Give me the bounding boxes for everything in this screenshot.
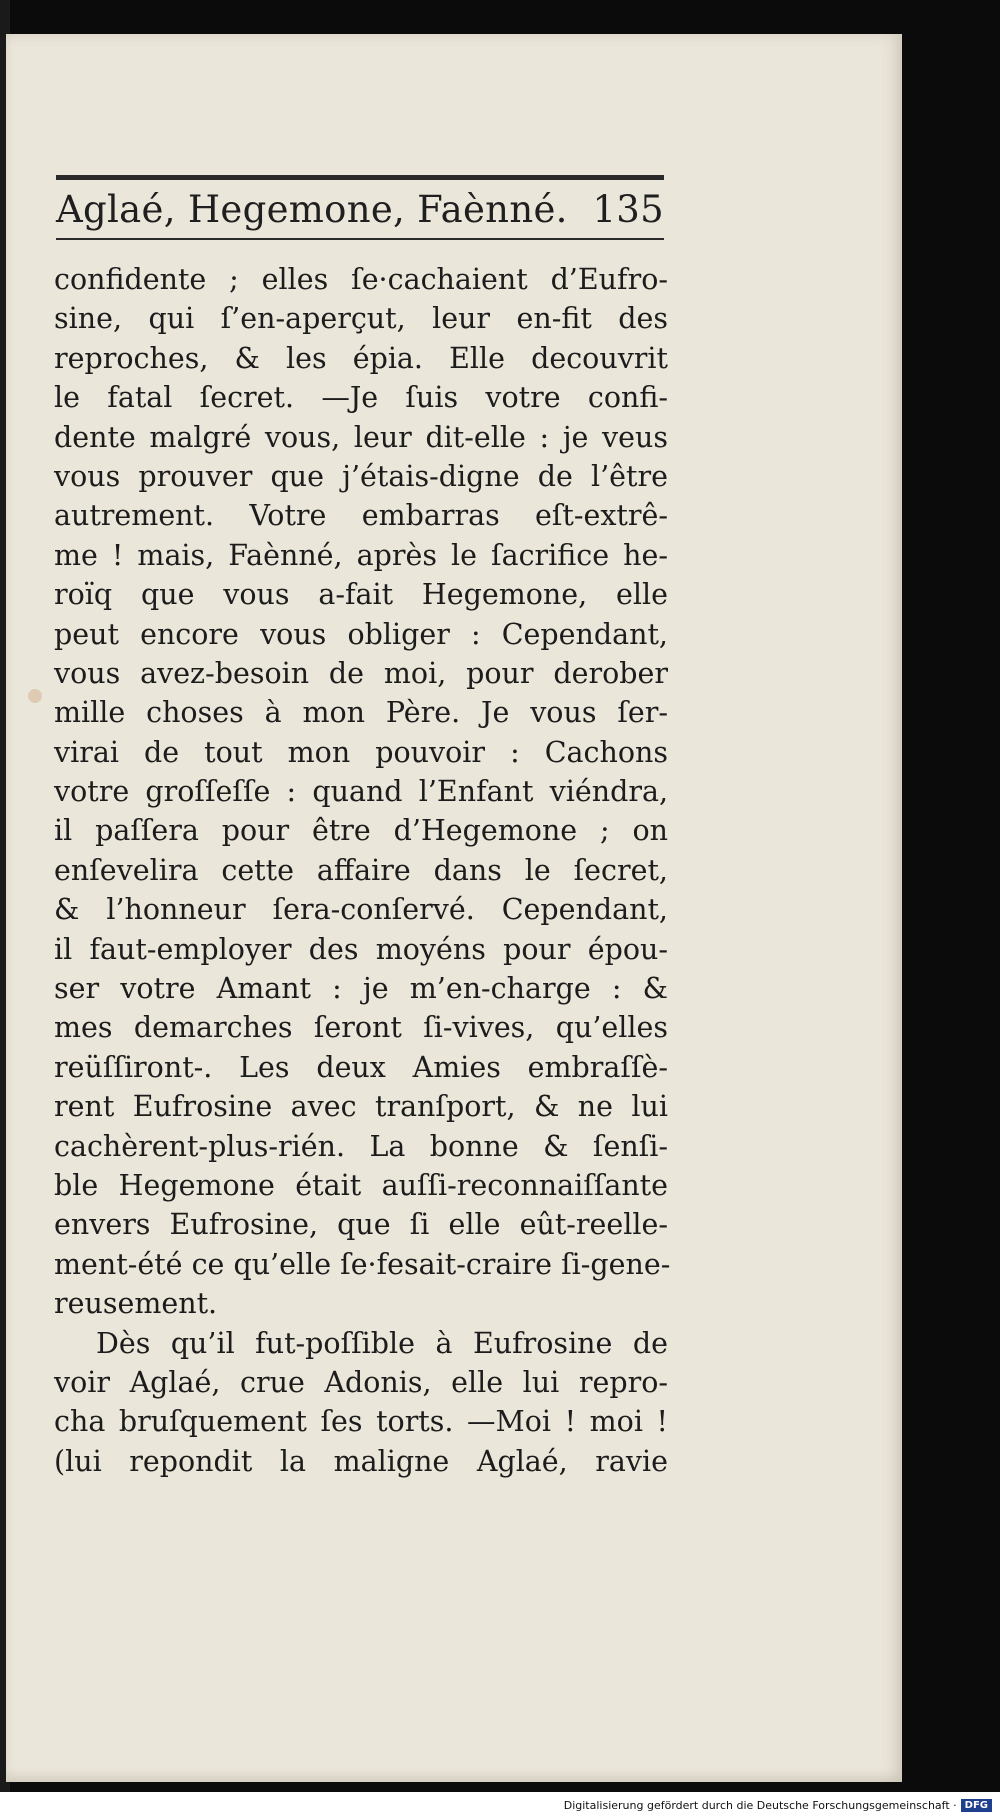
header-rule-bottom [56, 238, 664, 240]
text-line: & l’honneur ſera-conſervé. Cependant, [54, 893, 668, 927]
text-line: peut encore vous obliger : Cependant, [54, 617, 668, 651]
text-line: voir Aglaé, crue Adonis, elle lui repro- [54, 1365, 668, 1399]
running-head-title: Aglaé, Hegemone, Faènné. [56, 188, 568, 231]
paragraph-end-line: reusement. [54, 1287, 218, 1321]
page-number: 135 [592, 188, 664, 231]
text-line: enſevelira cette affaire dans le ſecret, [54, 853, 668, 887]
text-line: reproches, & les épia. Elle decouvrit [54, 341, 668, 375]
running-head-line [56, 186, 664, 234]
text-line: mes demarches ſeront ſi-vives, qu’elles [54, 1011, 668, 1045]
running-header [56, 175, 664, 240]
header-rule-top [56, 175, 664, 180]
text-line: ser votre Amant : je m’en-charge : & [54, 972, 668, 1006]
text-line: dente malgré vous, leur dit-elle : je veus [54, 420, 668, 454]
text-line: le fatal ſecret. —Je ſuis votre confi- [54, 381, 668, 415]
text-line: sine, qui ſ’en-aperçut, leur en-fit des [54, 302, 668, 336]
body-text [54, 260, 671, 1481]
text-line: vous avez-besoin de moi, pour derober [54, 656, 668, 690]
text-line: reüſſiront-. Les deux Amies embraſſè- [54, 1050, 668, 1084]
text-line: ment-été ce qu’elle ſe·fesait-craire ſi-gene- [54, 1247, 671, 1281]
paragraph-start-line: Dès qu’il fut-poſſible à Eufrosine de [96, 1326, 668, 1360]
text-line: cha bruſquement ſes torts. —Moi ! moi ! [54, 1405, 668, 1439]
digitization-footer [0, 1792, 1000, 1818]
text-line: virai de tout mon pouvoir : Cachons [54, 735, 668, 769]
text-line: me ! mais, Faènné, après le ſacrifice he- [54, 538, 668, 572]
text-line: il paſſera pour être d’Hegemone ; on [54, 814, 668, 848]
text-line: (lui repondit la maligne Aglaé, ravie [54, 1444, 668, 1478]
text-line: roïq que vous a-fait Hegemone, elle [54, 578, 668, 612]
text-line: confidente ; elles ſe·cachaient d’Eufro- [54, 263, 668, 296]
text-line: votre groſſeſſe : quand l’Enfant viéndra, [54, 775, 668, 809]
text-line: autrement. Votre embarras eſt-extrê- [54, 499, 668, 533]
text-line: envers Eufrosine, que ſi elle eût-reelle- [54, 1208, 668, 1242]
text-line: mille choses à mon Père. Je vous ſer- [54, 696, 668, 730]
text-line: ble Hegemone était auſſi-reconnaiſſante [54, 1168, 668, 1202]
text-line: il faut-employer des moyéns pour épou- [54, 932, 668, 966]
paper-stain [28, 689, 42, 703]
text-line: vous prouver que j’étais-digne de l’être [54, 459, 668, 493]
funding-credit: Digitalisierung gefördert durch die Deutsche Forschungsgemeinschaft · [563, 1798, 957, 1812]
text-line: rent Eufrosine avec tranſport, & ne lui [54, 1090, 668, 1124]
text-line: cachèrent-plus-rién. La bonne & ſenſi- [54, 1129, 668, 1163]
dfg-logo: DFG [961, 1799, 992, 1812]
